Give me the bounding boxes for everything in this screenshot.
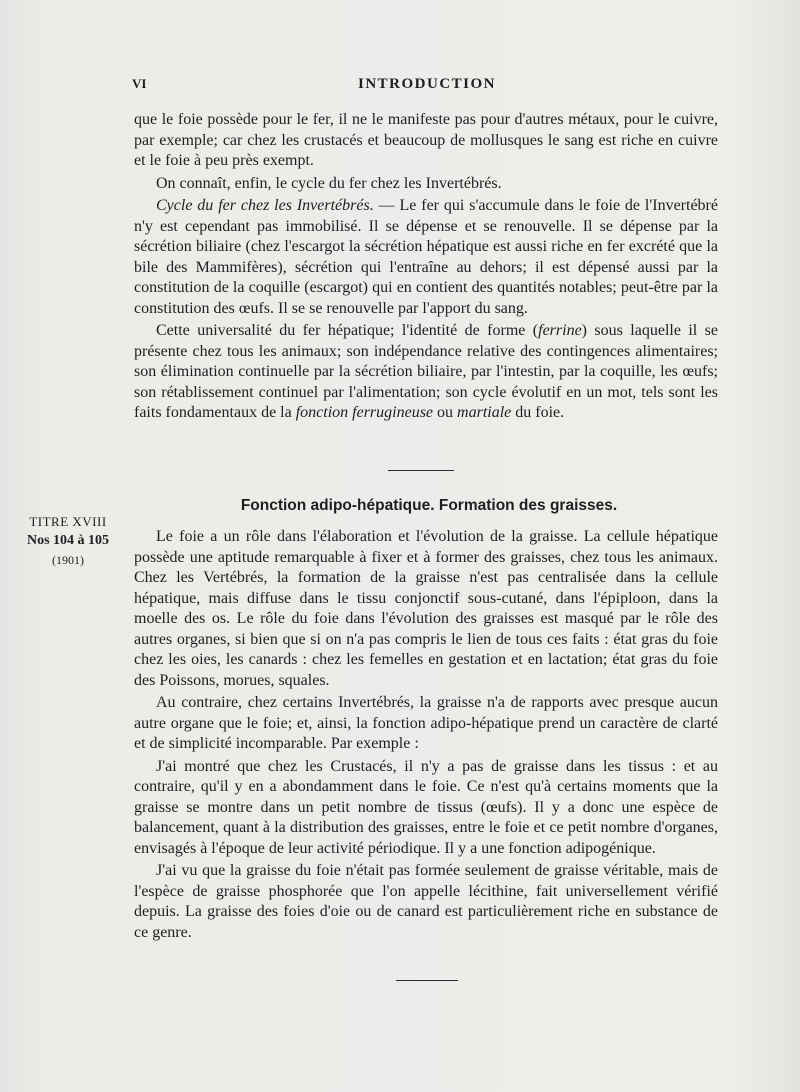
text-run: ) sous laquelle il se présente chez tous les animaux; son indépendance relative des contingences alimentaires; son élimination continuelle par la sécrétion biliaire, par l'intestin, par la coquille, les œufs; son rétablissement continuel par l'alimentation; son cycle évolutif en un mot, tels sont les faits fondamentaux de la [134,322,718,421]
body-text-bottom [134,527,718,945]
margin-year: (1901) [52,553,84,567]
text-run: Cette universalité du fer hépatique; l'identité de forme ( [156,322,539,339]
text-run: ou [433,404,458,421]
paragraph: On connaît, enfin, le cycle du fer chez les Invertébrés. [156,174,502,192]
paragraph [134,196,718,319]
text-run: — Le fer qui s'accumule dans le foie de l'Invertébré n'y est cependant pas immobilisé. Il se dépense et se renouvelle. Il se dépense par la sécrétion biliaire (chez l'escargot la sécrétion hépatique est aussi riche en fer excrété que la bile des Mammifères), sécrétion qui l'entraîne au dehors; il est dépensé aussi par la constitution de la coquille (escargot) qui en contient des quantités notables; peut-être par la constitution des œufs. Il se se renouvelle par l'apport du sang. [134,197,718,317]
section-divider [388,470,454,471]
margin-titre: TITRE XVIII [29,514,107,529]
paragraph: J'ai montré que chez les Crustacés, il n'y a pas de graisse dans les tissus : et au contraire, qu'il y en a abondamment dans le foie. Ce n'est qu'à certains moments que la graisse se montre dans un petit nombre de tissus (œufs). Il y a donc une espèce de balancement, quant à la distribution des graisses, entre le foie et ce petit nombre d'organes, envisagés à l'époque de leur activité périodique. Il y a une fonction adipogénique. [134,757,718,857]
italic-run: martiale [457,404,512,421]
end-divider [396,980,458,981]
body-text-top [134,110,718,426]
paragraph [134,321,718,424]
italic-run: Cycle du fer chez les Invertébrés. [156,197,374,214]
running-title: INTRODUCTION [357,76,496,92]
paragraph: Le foie a un rôle dans l'élaboration et l'évolution de la graisse. La cellule hépatique possède une aptitude remarquable à fixer et à former des graisses, chez tous les animaux. Chez les Vertébrés, la formation de la graisse n'est pas centralisée dans la cellule hépatique, mais diffuse dans le tissu conjonctif sous-cutané, dans l'épiploon, dans la moelle des os. Le rôle du foie dans l'évolution des graisses est masqué par le rôle des autres organes, si bien que si on n'a pas compris le lien de tous ces faits : état gras du foie chez les oies, les canards : chez les femelles en gestation et en lactation; état gras du foie des Poissons, morues, squales. [134,528,718,689]
page-number: VI [132,76,147,91]
paragraph: que le foie possède pour le fer, il ne le manifeste pas pour d'autres métaux, pour le cuivre, par exemple; car chez les crustacés et beaucoup de mollusques le sang est riche en cuivre et le foie à peu près exempt. [134,111,718,169]
text-run: du foie. [511,404,565,421]
italic-run: fonction ferrugineuse [295,404,434,421]
paragraph: J'ai vu que la graisse du foie n'était pas formée seulement de graisse véritable, mais de l'espèce de graisse phosphorée que l'on appelle lécithine, fait universellement vérifié depuis. La graisse des foies d'oie ou de canard est particulièrement riche en substance de ce genre. [134,862,718,941]
margin-numbers: Nos 104 à 105 [26,533,110,548]
page-header [132,76,722,94]
italic-run: ferrine [538,322,582,339]
section-title: Fonction adipo-hépatique. Formation des graisses. [240,497,618,514]
paragraph: Au contraire, chez certains Invertébrés, la graisse n'a de rapports avec presque aucun autre organe que le foie; et, ainsi, la fonction adipo-hépatique prend un caractère de clarté et de simplicité incomparable. Par exemple : [134,694,718,752]
margin-note [14,513,122,569]
